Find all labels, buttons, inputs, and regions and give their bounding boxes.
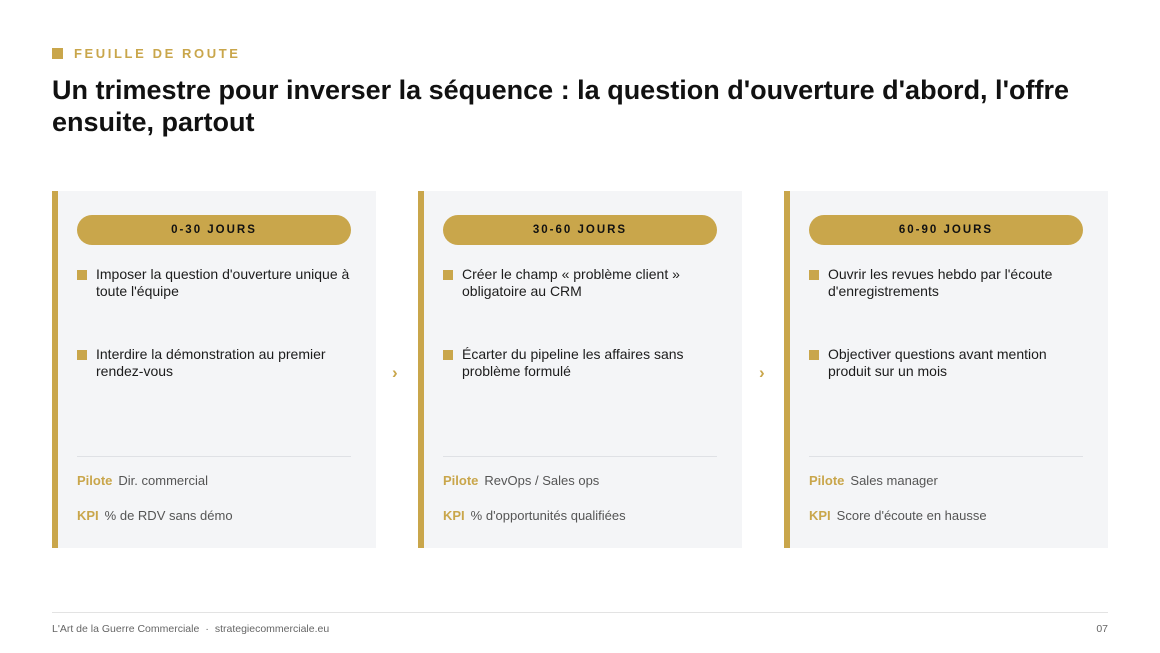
phase-label: 60-90 JOURS	[809, 215, 1083, 245]
bullet-square-icon	[809, 350, 819, 360]
list-item	[77, 346, 357, 380]
kpi-value: Score d'écoute en hausse	[836, 508, 987, 523]
section-eyebrow	[52, 46, 241, 61]
page-number: 07	[1096, 623, 1108, 635]
item-text: Créer le champ « problème client » obligatoire au CRM	[462, 266, 680, 299]
bullet-square-icon	[809, 270, 819, 280]
footer	[52, 623, 329, 635]
kpi-value: % de RDV sans démo	[104, 508, 233, 523]
slide-title: Un trimestre pour inverser la séquence : la question d'ouverture d'abord, l'offre ensuite, partout	[52, 75, 1069, 137]
pilot-label: Pilote	[809, 473, 845, 488]
footer-dot: ·	[205, 623, 209, 635]
phase-card-60-90	[784, 191, 1108, 548]
item-text: Ouvrir les revues hebdo par l'écoute d'enregistrements	[828, 266, 1053, 299]
item-text: Imposer la question d'ouverture unique à toute l'équipe	[96, 266, 350, 299]
kpi-row	[77, 508, 233, 523]
footer-site: strategiecommerciale.eu	[214, 623, 330, 635]
pilot-label: Pilote	[443, 473, 479, 488]
bullet-square-icon	[77, 350, 87, 360]
pilot-value: RevOps / Sales ops	[484, 473, 600, 488]
kpi-label: KPI	[809, 508, 831, 523]
pilot-value: Sales manager	[850, 473, 938, 488]
list-item	[443, 346, 723, 380]
divider	[809, 456, 1083, 457]
pilot-row	[809, 473, 938, 488]
bullet-square-icon	[77, 270, 87, 280]
footer-brand: L'Art de la Guerre Commerciale	[52, 623, 200, 635]
kpi-row	[443, 508, 626, 523]
item-text: Interdire la démonstration au premier rendez-vous	[96, 346, 326, 379]
phase-card-0-30	[52, 191, 376, 548]
list-item	[809, 266, 1089, 300]
pilot-row	[77, 473, 208, 488]
eyebrow-label: FEUILLE DE ROUTE	[74, 46, 241, 61]
bullet-square-icon	[443, 350, 453, 360]
list-item	[443, 266, 723, 300]
kpi-label: KPI	[77, 508, 99, 523]
item-text: Objectiver questions avant mention produit sur un mois	[828, 346, 1047, 379]
divider	[77, 456, 351, 457]
item-text: Écarter du pipeline les affaires sans problème formulé	[462, 346, 684, 379]
pilot-value: Dir. commercial	[118, 473, 208, 488]
phase-label: 0-30 JOURS	[77, 215, 351, 245]
footer-divider	[52, 612, 1108, 613]
chevron-right-icon: ›	[759, 363, 765, 382]
kpi-label: KPI	[443, 508, 465, 523]
phase-label: 30-60 JOURS	[443, 215, 717, 245]
pilot-row	[443, 473, 599, 488]
pilot-label: Pilote	[77, 473, 113, 488]
chevron-right-icon: ›	[392, 363, 398, 382]
kpi-value: % d'opportunités qualifiées	[470, 508, 626, 523]
eyebrow-square-icon	[52, 48, 63, 59]
bullet-square-icon	[443, 270, 453, 280]
kpi-row	[809, 508, 987, 523]
divider	[443, 456, 717, 457]
list-item	[77, 266, 357, 300]
list-item	[809, 346, 1089, 380]
phase-card-30-60	[418, 191, 742, 548]
